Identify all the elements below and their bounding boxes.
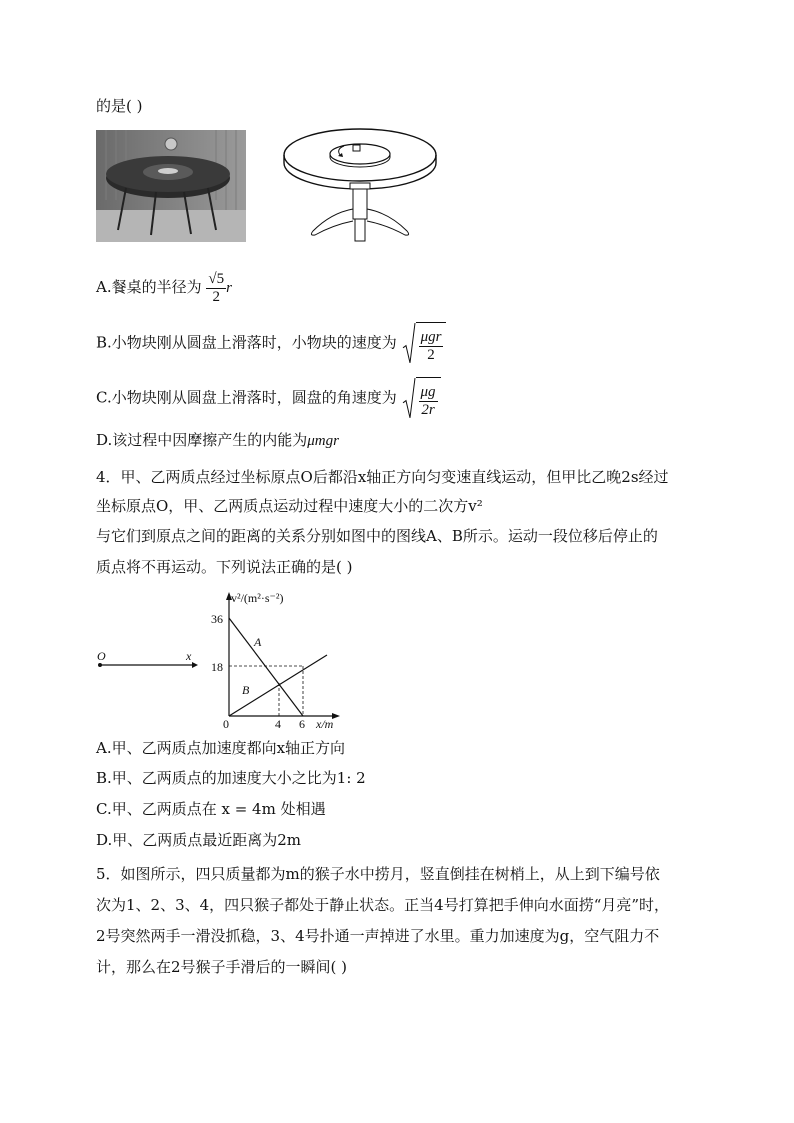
y-axis-label: v²/(m²·s⁻²) <box>231 591 284 605</box>
q3-option-d[interactable]: D.该过程中因摩擦产生的内能为μmgr <box>96 431 339 449</box>
q4-line-4: 质点将不再运动。下列说法正确的是( ) <box>96 558 353 576</box>
line-b-label: B <box>242 683 250 697</box>
line-a <box>229 618 303 716</box>
tick-18: 18 <box>211 660 223 674</box>
x-label: x <box>186 649 192 663</box>
q5-line-3: 2号突然两手一滑没抓稳，3、4号扑通一声掉进了水里。重力加速度为g，空气阻力不 <box>96 927 660 945</box>
sqrt: $\frac{\mu g}{2r}$ <box>402 377 441 420</box>
question-3-tail: 的是( ) <box>96 97 143 115</box>
fraction: $\frac{√5}{2}$ <box>208 270 225 305</box>
table-photo <box>96 130 246 242</box>
q4-line-3: 与它们到原点之间的距离的关系分别如图中的图线A、B所示。运动一段位移后停止的 <box>96 527 658 545</box>
origin-dot <box>98 663 102 667</box>
q4-line-2: 坐标原点O，甲、乙两质点运动过程中速度大小的二次方v² <box>96 497 483 515</box>
x-axis-label: x/m <box>316 717 334 731</box>
q4-option-a[interactable]: A.甲、乙两质点加速度都向x轴正方向 <box>96 739 346 757</box>
q5-line-2: 次为1、2、3、4，四只猴子都处于静止状态。正当4号打算把手伸向水面捞“月亮”时， <box>96 896 670 914</box>
q3-option-a[interactable]: A.餐桌的半径为 $\frac{√5}{2}$ r <box>96 270 232 305</box>
tick-36: 36 <box>211 612 223 626</box>
q3-option-c[interactable]: C.小物块刚从圆盘上滑落时，圆盘的角速度为 $\frac{\mu g}{2r}$ <box>96 377 441 417</box>
q3-option-b[interactable]: B.小物块刚从圆盘上滑落时，小物块的速度为 $\frac{\text{μgr}}{2}$ <box>96 322 446 362</box>
o-axis-arrow <box>192 662 198 668</box>
tick-0: 0 <box>223 717 229 731</box>
q4-option-c[interactable]: C.甲、乙两质点在 x = 4m 处相遇 <box>96 800 326 818</box>
q4-option-d[interactable]: D.甲、乙两质点最近距离为2m <box>96 831 302 849</box>
tick-6: 6 <box>299 717 305 731</box>
q4-option-b[interactable]: B.甲、乙两质点的加速度大小之比为1: 2 <box>96 769 366 787</box>
q4-line-1: 4．甲、乙两质点经过坐标原点O后都沿x轴正方向匀变速直线运动，但甲比乙晚2s经过 <box>96 468 669 486</box>
sqrt: $\frac{\text{μgr}}{2}$ <box>402 322 447 365</box>
q5-line-1: 5．如图所示，四只质量都为m的猴子水中捞月，竖直倒挂在树梢上，从上到下编号依 <box>96 865 660 883</box>
q4-graph <box>94 588 354 733</box>
o-label: O <box>97 649 106 663</box>
table-diagram <box>280 125 442 245</box>
tick-4: 4 <box>275 717 281 731</box>
line-a-label: A <box>254 635 262 649</box>
q5-line-4: 计，那么在2号猴子手滑后的一瞬间( ) <box>96 958 348 976</box>
